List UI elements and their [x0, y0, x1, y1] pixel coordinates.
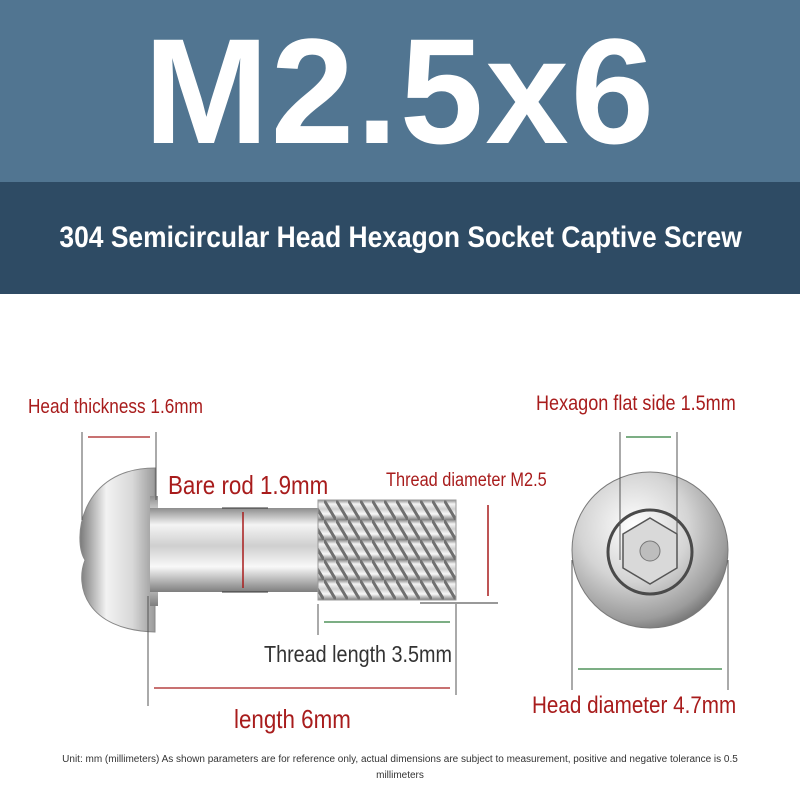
footnote: Unit: mm (millimeters) As shown parameters are for reference only, actual dimensions are subject to measurement, positive and negative tolerance is 0.5 millimeters — [62, 754, 738, 781]
model-title: M2.5x6 — [143, 7, 657, 175]
thread-length-label: Thread length 3.5mm — [264, 641, 453, 667]
length-label: length 6mm — [234, 704, 351, 734]
thread-diameter-label: Thread diameter M2.5 — [386, 470, 547, 491]
screw-diagram — [0, 294, 800, 754]
product-description: 304 Semicircular Head Hexagon Socket Captive Screw — [59, 221, 742, 254]
bare-rod-label: Bare rod 1.9mm — [168, 470, 329, 500]
head-diameter-label: Head diameter 4.7mm — [532, 692, 737, 719]
screw-top-view — [572, 472, 728, 628]
head-thickness-label: Head thickness 1.6mm — [28, 396, 203, 418]
hexagon-flat-label: Hexagon flat side 1.5mm — [536, 392, 736, 415]
